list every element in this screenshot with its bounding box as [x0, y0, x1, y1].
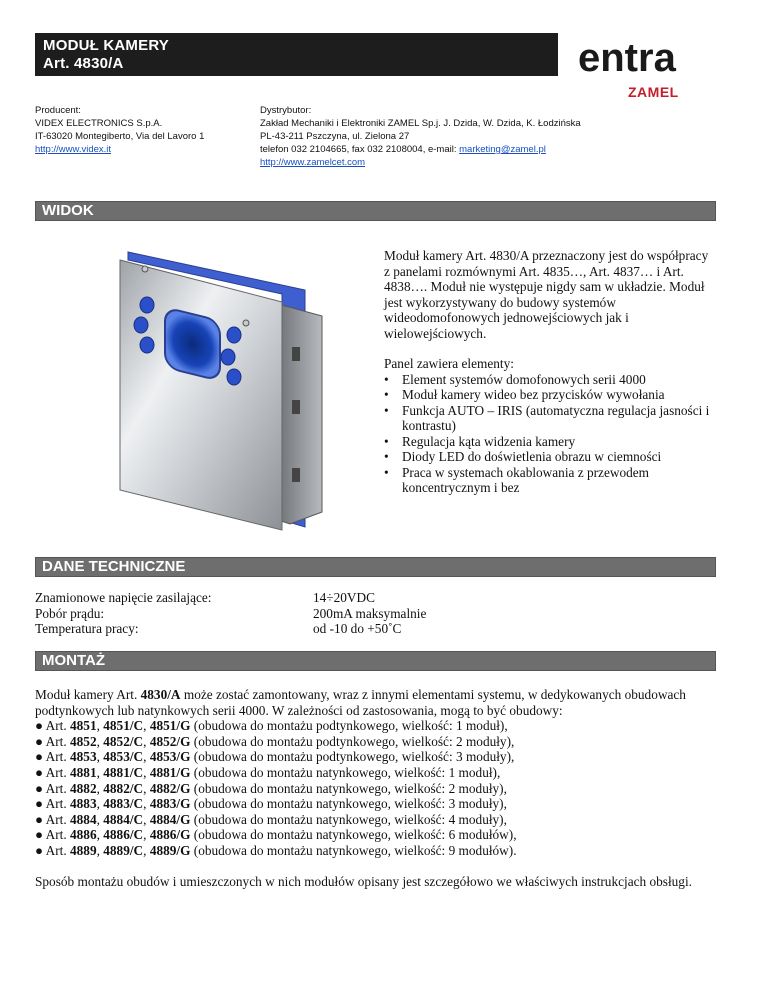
mount-outro: Sposób montażu obudów i umieszczonych w nich modułów opisany jest szczegółowo we właściwych instrukcjach obsługi. [35, 873, 692, 889]
document-title-box [35, 33, 558, 76]
distributor-name: Zakład Mechaniki i Elektroniki ZAMEL Sp.j. J. Dzida, W. Dzida, K. Łodzińska [260, 118, 581, 129]
feature-item: • Moduł kamery wideo bez przycisków wywołania [352, 387, 724, 403]
mount-intro: Moduł kamery Art. 4830/A może zostać zamontowany, wraz z innymi elementami systemu, w dedykowanych obudowach podtynkowych lub natynkowych serii 4000. W zależności od zastosowania, mogą to być obudowy: [35, 687, 686, 718]
zamel-logo: ZAMEL [628, 84, 679, 100]
producer-name: VIDEX ELECTRONICS S.p.A. [35, 118, 163, 129]
distributor-website-link[interactable]: http://www.zamelcet.com [260, 157, 366, 168]
section-header-tech: DANE TECHNICZNE [35, 557, 716, 577]
mount-item: ● Art. 4882, 4882/C, 4882/G (obudowa do montażu natynkowego, wielkość: 2 moduły), [35, 780, 507, 796]
led-icon [134, 317, 148, 333]
mount-text [35, 687, 725, 889]
tech-value: od -10 do +50˚C [313, 621, 402, 636]
feature-item: • Regulacja kąta widzenia kamery [352, 434, 724, 450]
tech-value: 200mA maksymalnie [313, 605, 427, 621]
tech-labels [35, 590, 295, 637]
mount-item: ● Art. 4889, 4889/C, 4889/G (obudowa do montażu natynkowego, wielkość: 9 modułów). [35, 842, 517, 858]
section-header-view: WIDOK [35, 201, 716, 221]
feature-item: • Diody LED do doświetlenia obrazu w ciemności [352, 449, 724, 465]
features-title: Panel zawiera elementy: [384, 356, 514, 371]
led-icon [140, 337, 154, 353]
tech-label: Znamionowe napięcie zasilające: [35, 590, 212, 605]
mount-clip [292, 468, 300, 482]
mount-intro-article: 4830/A [140, 687, 181, 702]
features-block [384, 356, 724, 496]
mount-item: ● Art. 4881, 4881/C, 4881/G (obudowa do montażu natynkowego, wielkość: 1 moduł), [35, 764, 501, 780]
distributor-block [260, 104, 720, 169]
screw-icon [142, 266, 148, 272]
led-icon [227, 369, 241, 385]
producer-label: Producent: [35, 105, 81, 116]
tech-values [313, 590, 563, 637]
entra-logo-text: entra [578, 38, 676, 78]
tech-label: Temperatura pracy: [35, 621, 139, 636]
section-header-mount: MONTAŻ [35, 651, 716, 671]
view-description: Moduł kamery Art. 4830/A przeznaczony jest do współpracy z panelami rozmównymi Art. 4835…, Art. 4837… i Art. 4838…. Moduł nie występuje nigdy sam w układzie. Moduł jest wykorzystywany do budowy systemów wideodomofonowych jednowejściowych jak i wielowejściowych. [384, 248, 709, 341]
feature-item: • Element systemów domofonowych serii 4000 [352, 372, 724, 388]
tech-value: 14÷20VDC [313, 590, 375, 605]
mount-item: ● Art. 4886, 4886/C, 4886/G (obudowa do montażu natynkowego, wielkość: 6 modułów), [35, 827, 517, 843]
document-article-number: Art. 4830/A [43, 55, 124, 72]
mount-clip [292, 400, 300, 414]
camera-module-image [100, 242, 332, 532]
distributor-email-link[interactable]: marketing@zamel.pl [459, 144, 546, 155]
mount-item: ● Art. 4884, 4884/C, 4884/G (obudowa do montażu natynkowego, wielkość: 4 moduły), [35, 811, 507, 827]
led-icon [140, 297, 154, 313]
entra-logo [578, 38, 718, 78]
document-title: MODUŁ KAMERY [43, 37, 170, 54]
distributor-address: PL-43-211 Pszczyna, ul. Zielona 27 [260, 131, 410, 142]
producer-block [35, 104, 245, 156]
features-list [352, 372, 724, 496]
mount-item: ● Art. 4851, 4851/C, 4851/G (obudowa do montażu podtynkowego, wielkość: 1 moduł), [35, 718, 508, 734]
led-icon [221, 349, 235, 365]
screw-icon [243, 320, 249, 326]
feature-item: • Funkcja AUTO – IRIS (automatyczna regulacja jasności i kontrastu) [352, 403, 724, 434]
producer-link[interactable]: http://www.videx.it [35, 144, 112, 155]
producer-address: IT-63020 Montegiberto, Via del Lavoro 1 [35, 131, 205, 142]
distributor-label: Dystrybutor: [260, 105, 312, 116]
feature-item: • Praca w systemach okablowania z przewodem koncentrycznym i bez [352, 465, 724, 496]
mount-item: ● Art. 4883, 4883/C, 4883/G (obudowa do montażu natynkowego, wielkość: 3 moduły), [35, 796, 507, 812]
led-icon [227, 327, 241, 343]
tech-label: Pobór prądu: [35, 605, 105, 621]
mount-item: ● Art. 4852, 4852/C, 4852/G (obudowa do montażu podtynkowego, wielkość: 2 moduły), [35, 733, 515, 749]
distributor-contact: telefon 032 2104665, fax 032 2108004, e-mail: [260, 144, 460, 155]
mount-clip [292, 347, 300, 361]
mount-item: ● Art. 4853, 4853/C, 4853/G (obudowa do montażu podtynkowego, wielkość: 3 moduły), [35, 749, 515, 765]
